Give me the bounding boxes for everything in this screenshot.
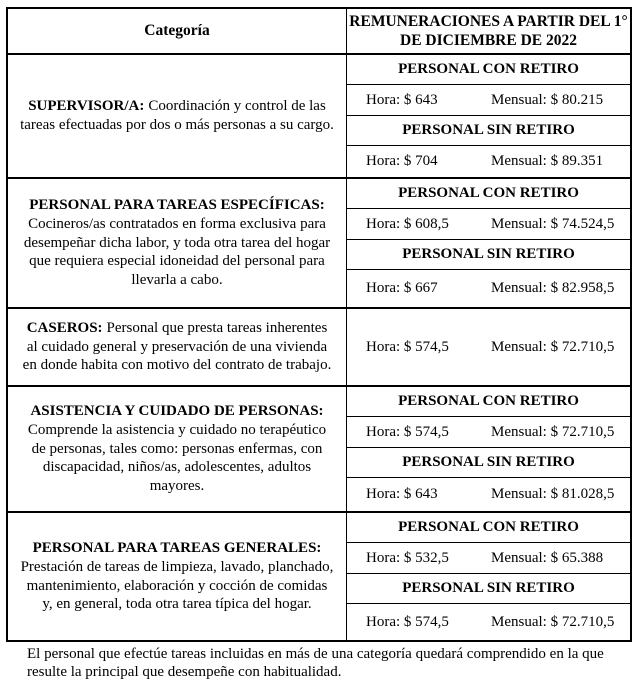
category-title: ASISTENCIA Y CUIDADO DE PERSONAS: [30,403,324,420]
remuneration-document [0,7,637,689]
hourly-rate: Hora: $ 643 [366,91,438,108]
category-cell [8,513,347,640]
rates-column [347,179,630,307]
category-description: Personal que presta tareas inherentes al cuidado general y preservación de una vivienda en donde habita con motivo del contrato de trabajo. [22,319,332,374]
rates-column [347,309,630,385]
category-text [20,196,334,290]
monthly-rate: Mensual: $ 82.958,5 [491,280,615,297]
hourly-rate: Hora: $ 532,5 [366,549,449,566]
category-description: Coordinación y control de las tareas efectuadas por dos o más personas a su cargo. [20,98,334,133]
hourly-rate: Hora: $ 574,5 [366,423,449,440]
monthly-rate: Mensual: $ 72.710,5 [491,613,615,630]
category-description: Cocineros/as contratados en forma exclusiva para desempeñar dicha labor, y toda otra tarea del hogar que requiera especial idoneidad del personal para llevarla a cabo. [23,215,331,289]
category-text [20,539,334,614]
rate-section-header-sin-retiro: PERSONAL SIN RETIRO [347,574,630,604]
monthly-rate: Mensual: $ 89.351 [491,153,604,170]
column-header-category: Categoría [8,9,347,53]
monthly-rate: Mensual: $ 81.028,5 [491,486,615,503]
monthly-rate: Mensual: $ 80.215 [491,91,604,108]
category-text [20,402,334,496]
category-title: SUPERVISOR/A: [28,98,145,115]
monthly-rate: Mensual: $ 72.710,5 [491,338,615,355]
hourly-rate: Hora: $ 704 [366,153,438,170]
monthly-rate: Mensual: $ 65.388 [491,549,604,566]
hourly-rate: Hora: $ 667 [366,280,438,297]
footer-note: El personal que efectúe tareas incluidas en más de una categoría quedará comprendido en la que resulte la principal que desempeñe con habitualidad. [27,646,604,680]
rate-values-row [347,85,630,116]
rate-values-row [347,604,630,640]
category-title: PERSONAL PARA TAREAS GENERALES: [32,540,322,556]
rate-section-header-con-retiro: PERSONAL CON RETIRO [347,179,630,209]
rate-section-header-sin-retiro: PERSONAL SIN RETIRO [347,240,630,270]
category-text [20,97,334,135]
rates-column [347,387,630,511]
rates-column [347,55,630,177]
category-row-tareas-generales [8,511,630,640]
rate-section-header-sin-retiro: PERSONAL SIN RETIRO [347,116,630,146]
category-title: PERSONAL PARA TAREAS ESPECÍFICAS: [29,197,325,214]
rate-values-row [347,209,630,240]
table-header-row [8,9,630,53]
hourly-rate: Hora: $ 608,5 [366,215,449,232]
rate-values-row [347,309,630,385]
category-cell [8,55,347,177]
category-row-caseros [8,307,630,385]
rate-section-header-con-retiro: PERSONAL CON RETIRO [347,55,630,85]
category-row-tareas-especificas [8,177,630,307]
category-cell [8,309,347,385]
rate-values-row [347,146,630,177]
category-text [20,319,334,375]
hourly-rate: Hora: $ 643 [366,486,438,503]
rate-section-header-con-retiro: PERSONAL CON RETIRO [347,387,630,417]
category-description: Comprende la asistencia y cuidado no terapéutico de personas, tales como: personas enfermas, con discapacidad, niños/as, adolescentes, adultos mayores. [27,421,327,495]
rate-values-row [347,417,630,448]
monthly-rate: Mensual: $ 72.710,5 [491,423,615,440]
category-cell [8,179,347,307]
category-title: CASEROS: [26,319,103,336]
remuneration-table [6,7,632,642]
rate-section-header-con-retiro: PERSONAL CON RETIRO [347,513,630,543]
rate-values-row [347,270,630,307]
category-row-asistencia-cuidado [8,385,630,511]
category-description: Prestación de tareas de limpieza, lavado, planchado, mantenimiento, elaboración y cocción de comidas y, en general, toda otra tarea típica del hogar. [20,558,334,613]
rates-column [347,513,630,640]
rate-values-row [347,543,630,574]
category-cell [8,387,347,511]
rate-section-header-sin-retiro: PERSONAL SIN RETIRO [347,448,630,478]
hourly-rate: Hora: $ 574,5 [366,338,449,355]
monthly-rate: Mensual: $ 74.524,5 [491,215,615,232]
category-row-supervisor [8,53,630,177]
hourly-rate: Hora: $ 574,5 [366,613,449,630]
rate-values-row [347,478,630,511]
column-header-remunerations: REMUNERACIONES A PARTIR DEL 1° DE DICIEMBRE DE 2022 [349,12,628,49]
